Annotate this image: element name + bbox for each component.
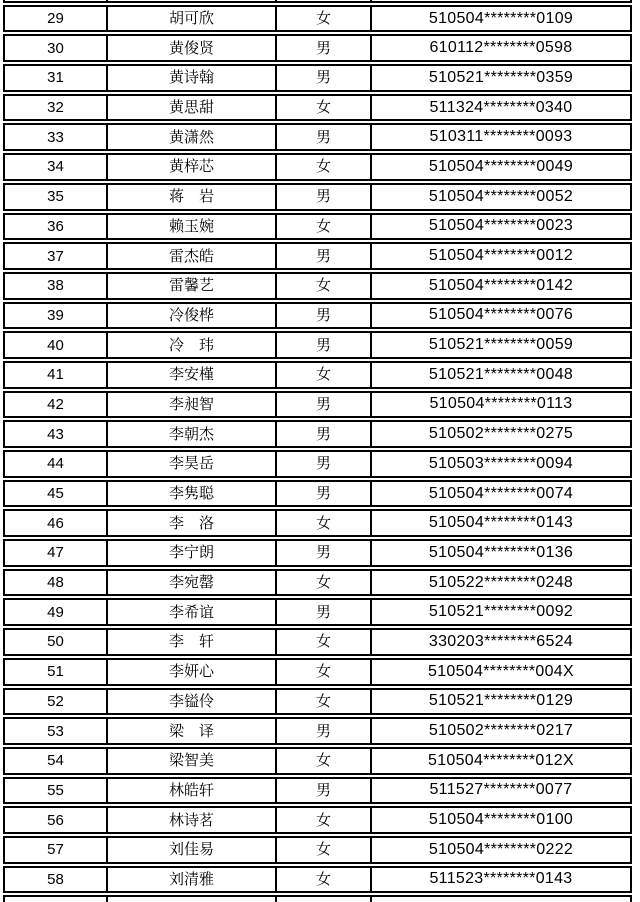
name-cell: 黄诗翰 bbox=[106, 66, 275, 90]
partial-row-top bbox=[3, 0, 632, 3]
name-cell: 李希谊 bbox=[106, 600, 275, 624]
name-cell: 李朝杰 bbox=[106, 422, 275, 446]
row-number-cell: 34 bbox=[47, 158, 64, 176]
row-number-cell: 35 bbox=[47, 188, 64, 206]
id-number-cell: 510504********0076 bbox=[370, 304, 630, 328]
name-cell: 李昊岳 bbox=[106, 452, 275, 476]
name-cell: 李宛罄 bbox=[106, 571, 275, 595]
name-cell: 刘佳易 bbox=[106, 838, 275, 862]
table-row bbox=[3, 539, 632, 567]
name-cell: 胡可欣 bbox=[106, 7, 275, 31]
id-number-cell: 510504********0100 bbox=[370, 808, 630, 832]
gender-cell: 女 bbox=[275, 838, 370, 862]
id-number-cell: 511523********0143 bbox=[370, 868, 630, 892]
table-row bbox=[3, 272, 632, 300]
table-row bbox=[3, 806, 632, 834]
id-number-cell: 511324********0340 bbox=[370, 96, 630, 120]
row-number-cell: 56 bbox=[47, 811, 64, 829]
table-row bbox=[3, 123, 632, 151]
gender-cell: 男 bbox=[275, 66, 370, 90]
table-row bbox=[3, 302, 632, 330]
name-cell: 赖玉婉 bbox=[106, 215, 275, 239]
id-number-cell: 510504********0143 bbox=[370, 511, 630, 535]
row-number-cell: 47 bbox=[47, 544, 64, 562]
name-cell: 冷俊桦 bbox=[106, 304, 275, 328]
partial-row-bottom bbox=[3, 895, 632, 902]
gender-cell: 女 bbox=[275, 7, 370, 31]
gender-cell: 男 bbox=[275, 779, 370, 803]
name-cell: 李妍心 bbox=[106, 660, 275, 684]
row-number-cell: 49 bbox=[47, 603, 64, 621]
gender-cell: 女 bbox=[275, 215, 370, 239]
row-number-cell: 55 bbox=[47, 781, 64, 799]
row-number-cell: 31 bbox=[47, 69, 64, 87]
gender-cell: 女 bbox=[275, 511, 370, 535]
name-cell bbox=[106, 897, 275, 902]
row-number-cell: 36 bbox=[47, 217, 64, 235]
id-number-cell: 510502********0275 bbox=[370, 422, 630, 446]
row-number-cell: 51 bbox=[47, 663, 64, 681]
row-number-cell: 37 bbox=[47, 247, 64, 265]
name-cell: 雷馨艺 bbox=[106, 274, 275, 298]
name-cell: 李安槿 bbox=[106, 363, 275, 387]
name-cell: 黄俊贤 bbox=[106, 36, 275, 60]
table-row bbox=[3, 213, 632, 241]
id-number-cell bbox=[370, 0, 630, 1]
table-row bbox=[3, 391, 632, 419]
row-number-cell: 38 bbox=[47, 277, 64, 295]
gender-cell: 男 bbox=[275, 125, 370, 149]
name-cell: 黄思甜 bbox=[106, 96, 275, 120]
id-number-cell: 510504********0113 bbox=[370, 393, 630, 417]
table-row bbox=[3, 183, 632, 211]
table-row bbox=[3, 628, 632, 656]
gender-cell: 男 bbox=[275, 482, 370, 506]
row-number-cell: 30 bbox=[47, 39, 64, 57]
id-number-cell: 510521********0359 bbox=[370, 66, 630, 90]
name-cell: 林诗茗 bbox=[106, 808, 275, 832]
id-number-cell: 510504********0136 bbox=[370, 541, 630, 565]
name-cell bbox=[106, 0, 275, 1]
gender-cell: 男 bbox=[275, 36, 370, 60]
name-cell: 蒋 岩 bbox=[106, 185, 275, 209]
row-number-cell: 39 bbox=[47, 306, 64, 324]
id-number-cell: 510504********0012 bbox=[370, 244, 630, 268]
row-number-cell: 50 bbox=[47, 633, 64, 651]
gender-cell: 女 bbox=[275, 96, 370, 120]
id-number-cell: 510522********0248 bbox=[370, 571, 630, 595]
id-number-cell bbox=[370, 897, 630, 902]
name-cell: 黄潇然 bbox=[106, 125, 275, 149]
table-row bbox=[3, 361, 632, 389]
row-number-cell bbox=[5, 0, 106, 1]
gender-cell: 女 bbox=[275, 808, 370, 832]
gender-cell: 男 bbox=[275, 393, 370, 417]
table-row bbox=[3, 64, 632, 92]
table-row bbox=[3, 420, 632, 448]
name-cell: 黄梓芯 bbox=[106, 155, 275, 179]
name-cell: 李隽聪 bbox=[106, 482, 275, 506]
table-row bbox=[3, 747, 632, 775]
id-number-cell: 510504********012X bbox=[370, 749, 630, 773]
row-number-cell: 53 bbox=[47, 722, 64, 740]
name-cell: 林皓轩 bbox=[106, 779, 275, 803]
table-row bbox=[3, 242, 632, 270]
gender-cell: 男 bbox=[275, 185, 370, 209]
table-row bbox=[3, 836, 632, 864]
gender-cell: 女 bbox=[275, 155, 370, 179]
gender-cell: 女 bbox=[275, 630, 370, 654]
id-number-cell: 510311********0093 bbox=[370, 125, 630, 149]
name-cell: 李 轩 bbox=[106, 630, 275, 654]
row-number-cell: 40 bbox=[47, 336, 64, 354]
id-number-cell: 510521********0129 bbox=[370, 690, 630, 714]
row-number-cell: 57 bbox=[47, 841, 64, 859]
table-row bbox=[3, 688, 632, 716]
row-number-cell: 46 bbox=[47, 514, 64, 532]
name-cell: 李镒伶 bbox=[106, 690, 275, 714]
table-row bbox=[3, 717, 632, 745]
table-row bbox=[3, 450, 632, 478]
row-number-cell: 43 bbox=[47, 425, 64, 443]
row-number-cell: 42 bbox=[47, 395, 64, 413]
gender-cell: 男 bbox=[275, 719, 370, 743]
gender-cell: 男 bbox=[275, 304, 370, 328]
name-cell: 李昶智 bbox=[106, 393, 275, 417]
id-number-cell: 510504********0142 bbox=[370, 274, 630, 298]
gender-cell: 女 bbox=[275, 749, 370, 773]
row-number-cell: 29 bbox=[47, 10, 64, 28]
id-number-cell: 330203********6524 bbox=[370, 630, 630, 654]
id-number-cell: 610112********0598 bbox=[370, 36, 630, 60]
row-number-cell: 48 bbox=[47, 574, 64, 592]
row-number-cell: 54 bbox=[47, 752, 64, 770]
table-row bbox=[3, 331, 632, 359]
row-number-cell: 52 bbox=[47, 692, 64, 710]
name-cell: 梁智美 bbox=[106, 749, 275, 773]
row-number-cell bbox=[5, 897, 106, 902]
row-number-cell: 32 bbox=[47, 99, 64, 117]
gender-cell: 男 bbox=[275, 244, 370, 268]
table-row bbox=[3, 569, 632, 597]
id-number-cell: 510504********0074 bbox=[370, 482, 630, 506]
table-row bbox=[3, 866, 632, 894]
gender-cell: 男 bbox=[275, 600, 370, 624]
table-row bbox=[3, 94, 632, 122]
gender-cell: 男 bbox=[275, 541, 370, 565]
gender-cell: 女 bbox=[275, 690, 370, 714]
id-number-cell: 510504********0023 bbox=[370, 215, 630, 239]
gender-cell: 男 bbox=[275, 452, 370, 476]
table-row bbox=[3, 598, 632, 626]
gender-cell bbox=[275, 897, 370, 902]
row-number-cell: 45 bbox=[47, 485, 64, 503]
gender-cell bbox=[275, 0, 370, 1]
table-row bbox=[3, 34, 632, 62]
table-row bbox=[3, 5, 632, 33]
id-number-cell: 510521********0092 bbox=[370, 600, 630, 624]
id-number-cell: 510504********0049 bbox=[370, 155, 630, 179]
name-cell: 李宁朗 bbox=[106, 541, 275, 565]
id-number-cell: 510504********0052 bbox=[370, 185, 630, 209]
id-number-cell: 510504********0109 bbox=[370, 7, 630, 31]
gender-cell: 男 bbox=[275, 333, 370, 357]
gender-cell: 女 bbox=[275, 660, 370, 684]
row-number-cell: 44 bbox=[47, 455, 64, 473]
gender-cell: 女 bbox=[275, 571, 370, 595]
table-row bbox=[3, 777, 632, 805]
name-cell: 冷 玮 bbox=[106, 333, 275, 357]
gender-cell: 女 bbox=[275, 868, 370, 892]
row-number-cell: 41 bbox=[47, 366, 64, 384]
gender-cell: 女 bbox=[275, 274, 370, 298]
table-row bbox=[3, 480, 632, 508]
name-cell: 雷杰皓 bbox=[106, 244, 275, 268]
row-number-cell: 33 bbox=[47, 128, 64, 146]
name-cell: 梁 译 bbox=[106, 719, 275, 743]
id-number-cell: 510504********004X bbox=[370, 660, 630, 684]
row-number-cell: 58 bbox=[47, 870, 64, 888]
id-number-cell: 510521********0059 bbox=[370, 333, 630, 357]
id-number-cell: 510504********0222 bbox=[370, 838, 630, 862]
id-number-cell: 510521********0048 bbox=[370, 363, 630, 387]
id-number-cell: 510502********0217 bbox=[370, 719, 630, 743]
id-number-cell: 511527********0077 bbox=[370, 779, 630, 803]
gender-cell: 女 bbox=[275, 363, 370, 387]
roster-table bbox=[3, 0, 632, 902]
name-cell: 刘清雅 bbox=[106, 868, 275, 892]
id-number-cell: 510503********0094 bbox=[370, 452, 630, 476]
name-cell: 李 洛 bbox=[106, 511, 275, 535]
gender-cell: 男 bbox=[275, 422, 370, 446]
table-row bbox=[3, 153, 632, 181]
table-row bbox=[3, 509, 632, 537]
table-row bbox=[3, 658, 632, 686]
